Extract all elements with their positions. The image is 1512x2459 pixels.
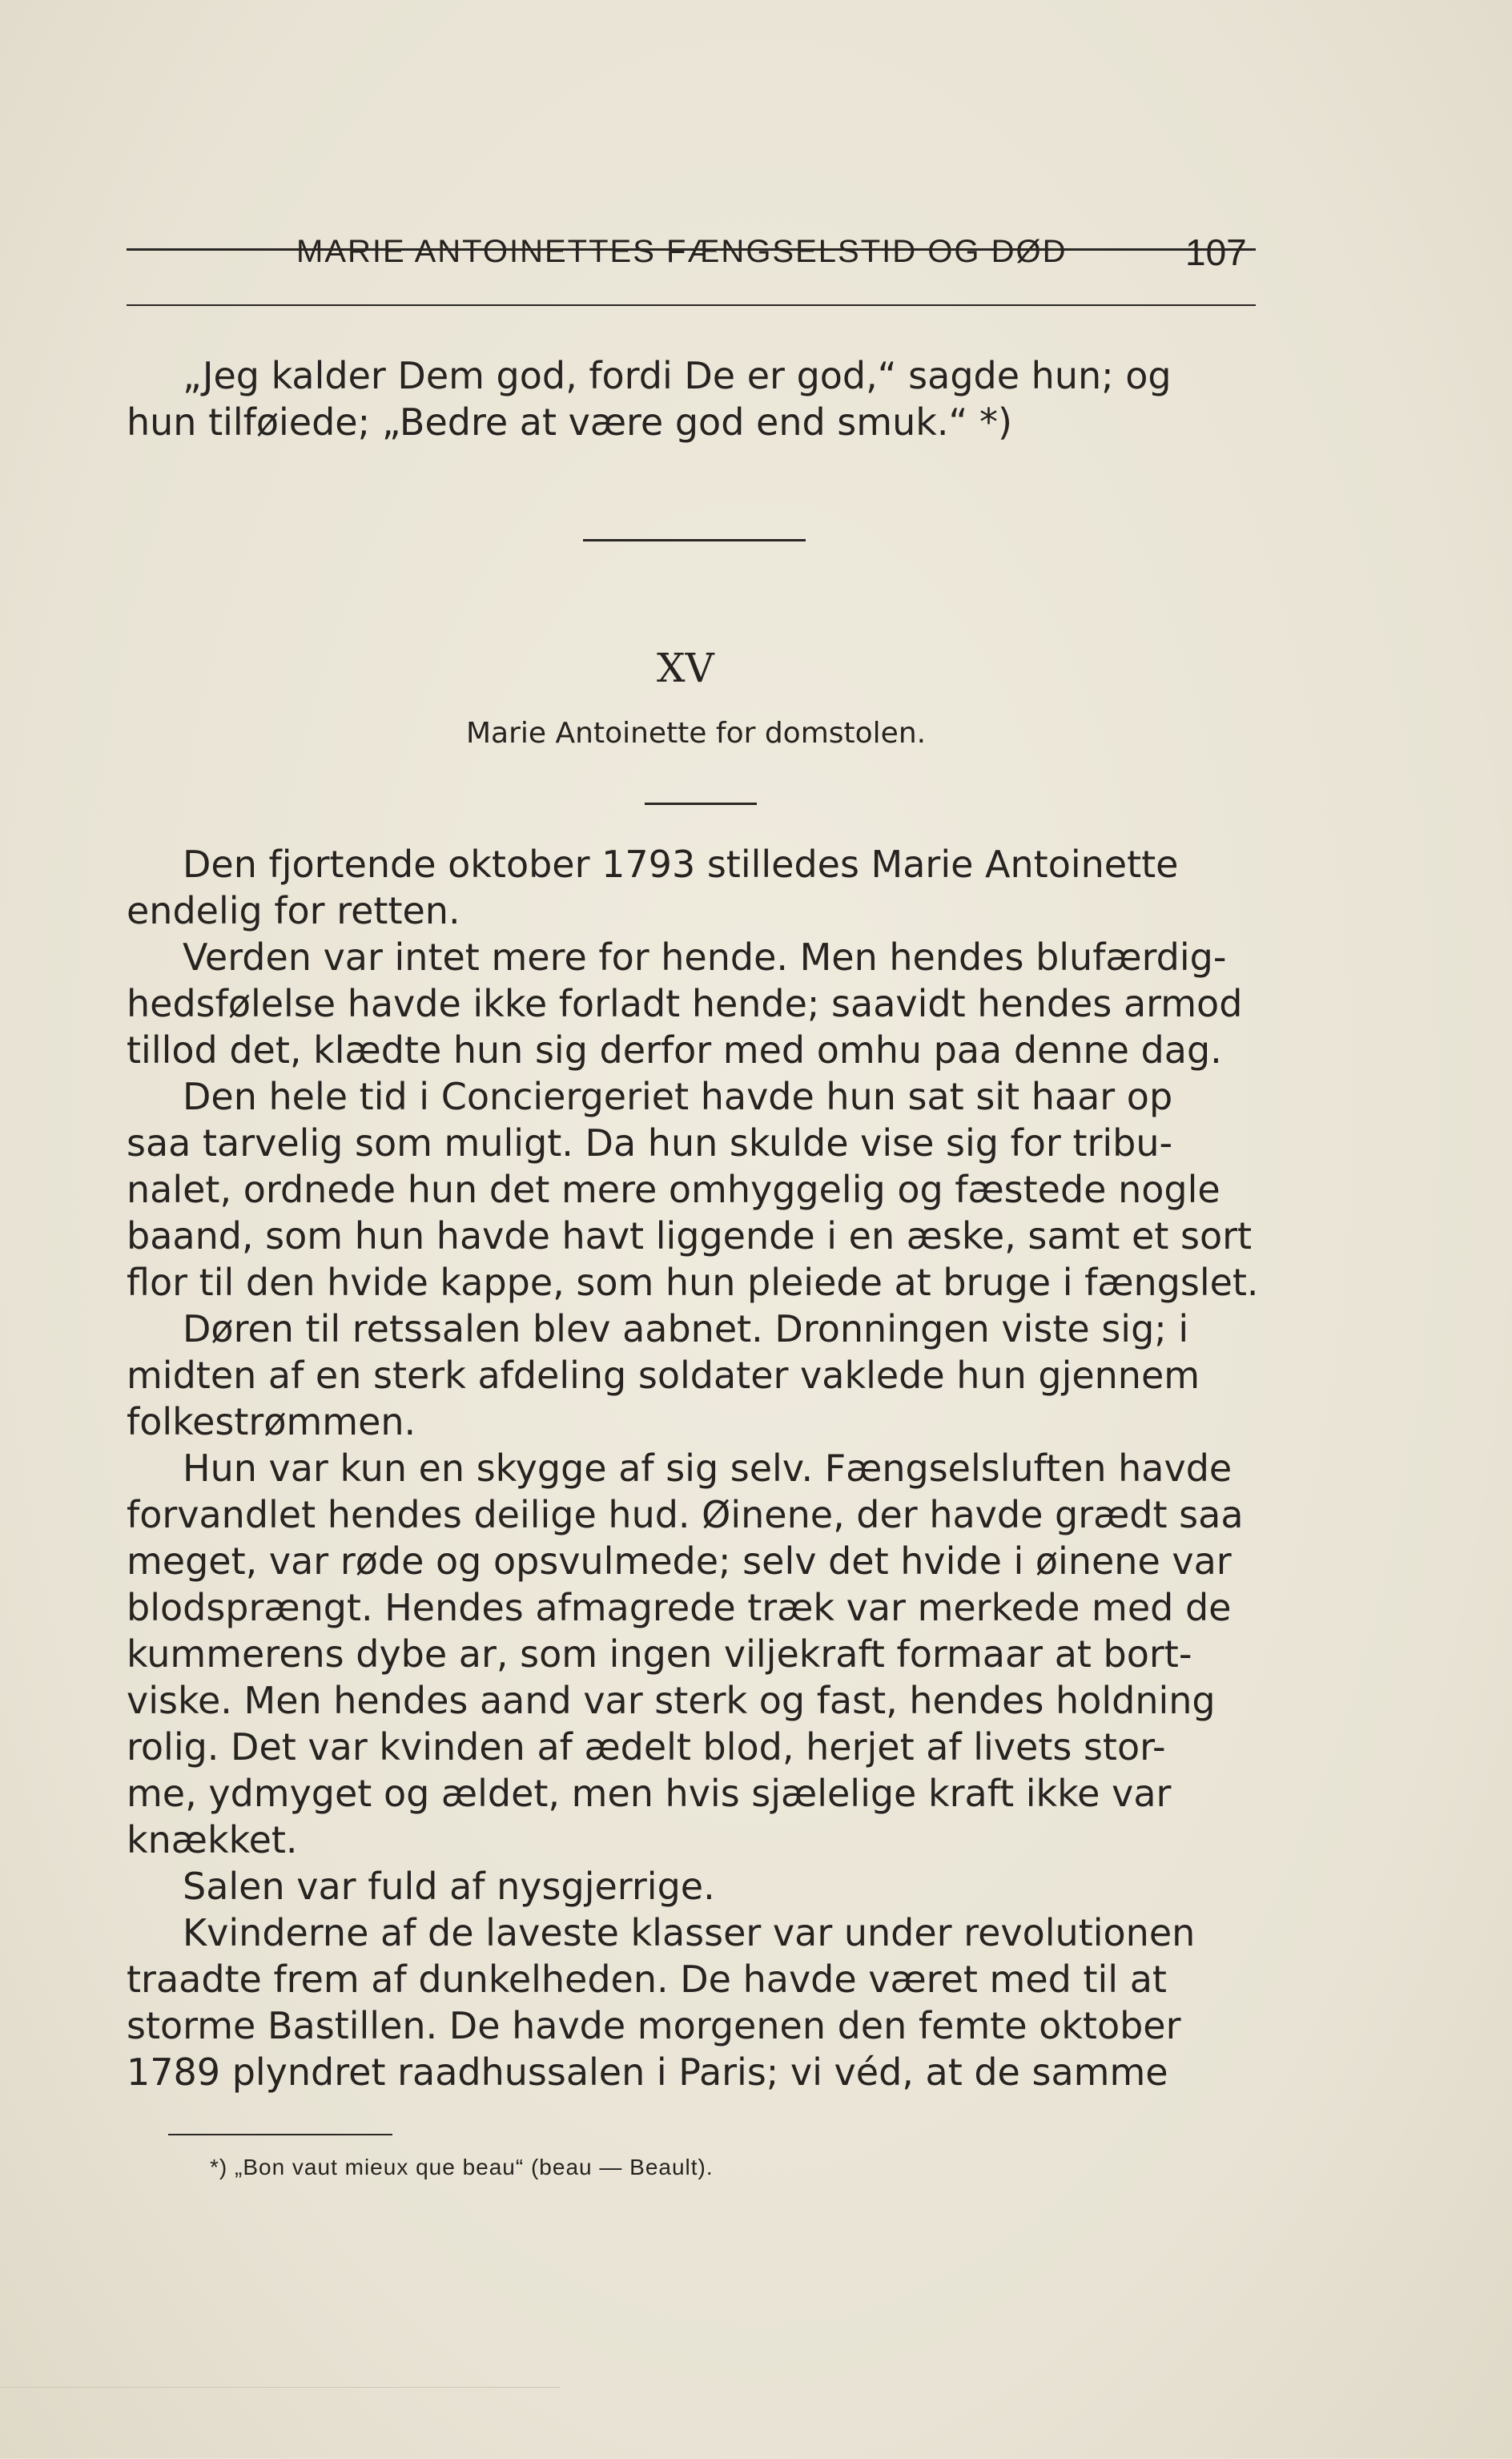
text-line: Den hele tid i Conciergeriet havde hun sat sit haar op bbox=[183, 1075, 1173, 1118]
text-line: flor til den hvide kappe, som hun pleiede at bruge i fængslet. bbox=[127, 1261, 1259, 1304]
text-line: nalet, ordnede hun det mere omhyggelig og fæstede nogle bbox=[127, 1168, 1220, 1211]
text-line: tillod det, klædte hun sig derfor med omhu paa denne dag. bbox=[127, 1028, 1222, 1072]
page-number: 107 bbox=[1185, 231, 1247, 273]
text-line: „Jeg kalder Dem god, fordi De er god,“ sagde hun; og bbox=[183, 354, 1172, 397]
text-line: midten af en sterk afdeling soldater vaklede hun gjennem bbox=[127, 1354, 1200, 1397]
text-line: knækket. bbox=[127, 1818, 298, 1861]
text-line: baand, som hun havde havt liggende i en æske, samt et sort bbox=[127, 1214, 1253, 1258]
text-line: saa tarvelig som muligt. Da hun skulde vise sig for tribu- bbox=[127, 1121, 1173, 1165]
text-line: 1789 plyndret raadhussalen i Paris; vi véd, at de samme bbox=[127, 2051, 1168, 2094]
text-line: blodsprængt. Hendes afmagrede træk var merkede med de bbox=[127, 1586, 1232, 1629]
chapter-title: Marie Antoinette for domstolen. bbox=[466, 717, 927, 750]
text-line: rolig. Det var kvinden af ædelt blod, herjet af livets stor- bbox=[127, 1725, 1166, 1769]
text-line: Verden var intet mere for hende. Men hendes blufærdig- bbox=[183, 936, 1227, 979]
text-line: storme Bastillen. De havde morgenen den femte oktober bbox=[127, 2004, 1181, 2047]
text-line: hun tilføiede; „Bedre at være god end smuk.“ *) bbox=[127, 400, 1012, 444]
header-rule-bottom bbox=[127, 304, 1256, 306]
text-line: Salen var fuld af nysgjerrige. bbox=[183, 1865, 715, 1908]
text-line: Den fjortende oktober 1793 stilledes Marie Antoinette bbox=[183, 843, 1179, 886]
text-line: Hun var kun en skygge af sig selv. Fængselsluften havde bbox=[183, 1447, 1233, 1490]
text-line: viske. Men hendes aand var sterk og fast, hendes holdning bbox=[127, 1679, 1216, 1722]
chapter-number: XV bbox=[657, 645, 714, 691]
page-bottom-edge bbox=[0, 2387, 561, 2459]
running-title: MARIE ANTOINETTES FÆNGSELSTID OG DØD bbox=[296, 234, 1068, 269]
text-line: meget, var røde og opsvulmede; selv det hvide i øinene var bbox=[127, 1539, 1232, 1583]
text-line: Kvinderne af de laveste klasser var under revolutionen bbox=[183, 1911, 1196, 1954]
text-line: traadte frem af dunkelheden. De havde været med til at bbox=[127, 1958, 1167, 2001]
opening-paragraph bbox=[127, 352, 1280, 445]
text-line: kummerens dybe ar, som ingen viljekraft formaar at bort- bbox=[127, 1632, 1192, 1676]
title-divider bbox=[645, 803, 757, 805]
chapter-body bbox=[127, 841, 1280, 2095]
section-divider bbox=[583, 539, 806, 541]
text-line: endelig for retten. bbox=[127, 889, 460, 932]
text-line: folkestrømmen. bbox=[127, 1400, 416, 1443]
footnote-rule bbox=[168, 2134, 392, 2135]
text-line: forvandlet hendes deilige hud. Øinene, der havde grædt saa bbox=[127, 1493, 1244, 1536]
text-line: me, ydmyget og ældet, men hvis sjælelige kraft ikke var bbox=[127, 1772, 1172, 1815]
text-line: hedsfølelse havde ikke forladt hende; saavidt hendes armod bbox=[127, 982, 1243, 1025]
footnote: *) „Bon vaut mieux que beau“ (beau — Beault). bbox=[210, 2155, 714, 2179]
text-line: Døren til retssalen blev aabnet. Dronningen viste sig; i bbox=[183, 1307, 1189, 1350]
